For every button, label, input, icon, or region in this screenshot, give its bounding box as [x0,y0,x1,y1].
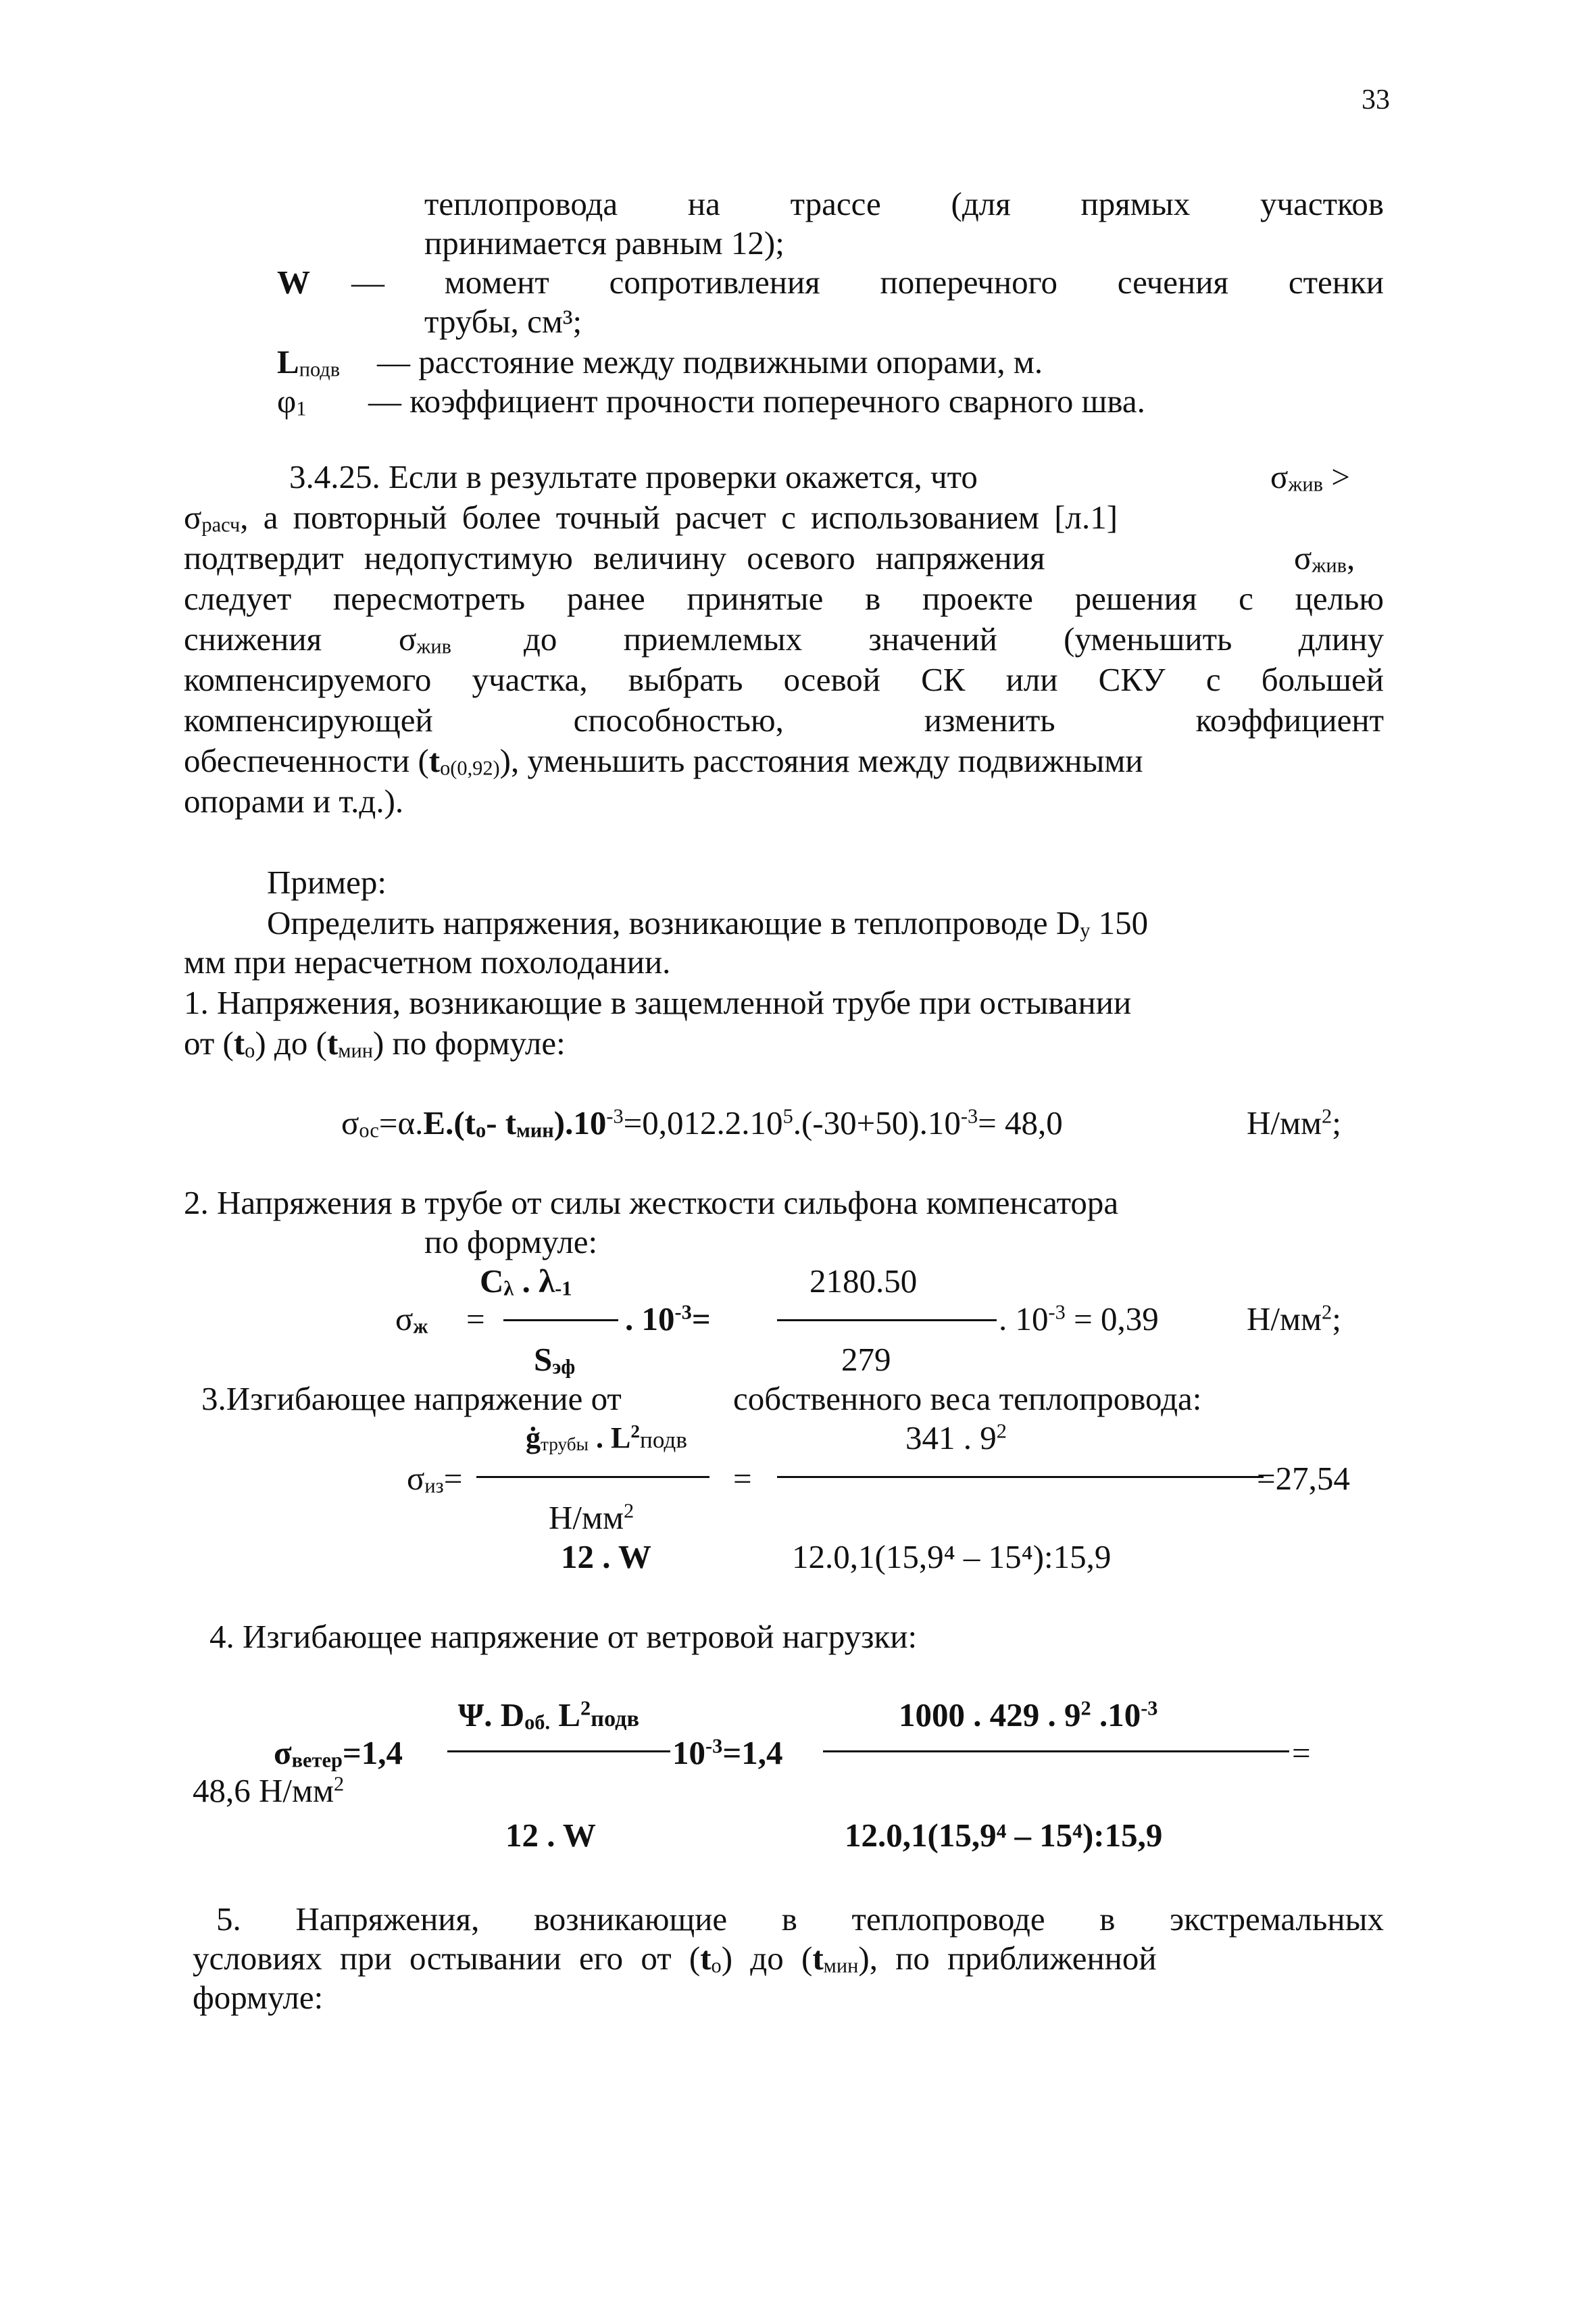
result: 48,6 Н/мм [193,1772,334,1809]
formula-2-numerator-symbols [480,1261,572,1302]
clause-line5-start [184,619,322,660]
c-subscript: λ [503,1277,514,1300]
formula-2-denominator-value: 279 [841,1341,891,1378]
formula-4-equals: = [1292,1734,1311,1771]
step2-line1: 2. Напряжения в трубе от силы жесткости сильфона компенсатора [184,1184,1119,1221]
formula-4-sigma [274,1733,403,1773]
t-symbol: t [428,742,441,779]
clause-line1: 3.4.25. Если в результате проверки окажется, что [289,458,978,495]
lambda: . λ [514,1262,555,1300]
task-text: Определить напряжения, возникающие в теплопроводе D [267,904,1080,941]
formula-1-unit [1247,1103,1341,1143]
clause-line3 [184,538,1045,578]
formula-part: E.(t [423,1104,476,1141]
sigma-symbol: σ [399,620,417,658]
formula-2-unit [1247,1299,1341,1339]
formula-part: =0,012.2.10 [623,1104,783,1141]
formula-3-result: =27,54 [1257,1460,1350,1497]
formula-part: .(-30+50).10 [793,1104,961,1141]
definition-l: — расстояние между подвижными опорами, м. [377,343,1043,380]
unit: Н/мм [549,1499,624,1536]
lambda-subscript: -1 [555,1277,572,1300]
unit-superscript: 2 [624,1499,634,1523]
formula-superscript: -3 [606,1104,624,1128]
sigma-subscript: жив [416,635,452,658]
multiplier-superscript: -3 [674,1300,692,1324]
formula-3-sigma [407,1458,462,1499]
task-diameter: 150 [1090,904,1149,941]
coefficient: =1,4 [342,1734,403,1771]
clause-line6: компенсируемого участка, выбрать осевой СК или СКУ с большей [184,661,1384,698]
formula-4-fraction-line-1 [447,1750,670,1752]
comma: , [1347,539,1355,576]
unit: Н/мм [1247,1104,1322,1141]
sigma-subscript: ветер [291,1748,343,1772]
multiplier: 10 [672,1734,705,1771]
l-symbol: . L [589,1421,631,1454]
clause-line8 [184,741,1143,781]
clause-line4: следует пересмотреть ранее принятые в проекте решения с целью [184,580,1384,617]
clause-line7: компенсирующей способностью, изменить коэффициент [184,701,1384,739]
value: 1000 . 429 . 9 [899,1696,1081,1733]
sigma-symbol: σ [407,1460,425,1497]
d-subscript: об. [524,1710,551,1734]
formula-3-fraction-line-2 [777,1476,1264,1478]
step3-heading-a: 3.Изгибающее напряжение от [201,1380,622,1417]
sigma-subscript: ос [359,1118,379,1142]
sigma-subscript: жив [1312,553,1347,577]
t-subscript: о(0,92) [440,756,500,780]
formula-2-fraction-line-2 [777,1319,997,1321]
t0-subscript: о [711,1954,722,1977]
formula-3-numerator-value [905,1418,1007,1458]
symbol-w: W [277,264,310,301]
text: ) до ( [255,1025,327,1062]
clause-line1-sigma [1270,457,1350,497]
equals: = [443,1460,463,1497]
value-superscript: -3 [1141,1696,1158,1720]
formula-4-fraction-line-2 [823,1750,1289,1752]
step1-line2 [184,1023,566,1064]
text: ), по приближенной [858,1940,1157,1977]
formula-2-sigma [395,1299,428,1339]
formula-4-denominator-right: 12.0,1(15,9⁴ – 15⁴):15,9 [845,1817,1163,1854]
tail: . 10 [999,1300,1049,1337]
clause-line9: опорами и т.д.). [184,783,404,820]
formula-2-tail [999,1299,1159,1339]
clause-line2 [184,497,1384,538]
formula-2-multiplier [625,1299,711,1339]
definition-phi: — коэффициент прочности поперечного сварного шва. [368,383,1145,420]
formula-subscript: о [476,1118,487,1142]
l-subscript: подв [640,1427,687,1453]
value: 341 . 9 [905,1419,997,1456]
formula-result: = 48,0 [978,1104,1063,1141]
step5-line2 [193,1938,1384,1979]
sigma-symbol: σ [341,1104,359,1141]
value-superscript: 2 [1080,1696,1091,1720]
step5-line3: формуле: [193,1979,324,2016]
formula-2-fraction-line-1 [503,1319,618,1321]
symbol-phi [277,381,306,422]
s-subscript: эф [552,1355,576,1379]
multiplier-superscript: -3 [705,1734,723,1758]
clause-line8-start: обеспеченности ( [184,742,429,779]
formula-result: = 0,39 [1065,1300,1159,1337]
clause-line5-sigma [399,619,451,660]
clause-line2-text: , а повторный более точный расчет с использованием [л.1] [240,499,1118,536]
phi-subscript: 1 [296,397,307,420]
sigma-subscript: расч [201,513,241,537]
formula-3-unit [549,1498,634,1538]
tmin-subscript: мин [338,1039,373,1062]
formula-4-middle [672,1733,782,1773]
definition-w-line2: трубы, см³; [424,303,582,340]
clause-line5-word: снижения [184,620,322,658]
sigma-subscript: ж [413,1314,428,1338]
formula-part: - t [486,1104,517,1141]
step4-heading: 4. Изгибающее напряжение от ветровой нагрузки: [209,1618,918,1655]
unit-superscript: 2 [1322,1300,1332,1324]
formula-3-denominator-left: 12 . W [561,1538,651,1575]
l-superscript: 2 [580,1696,591,1720]
psi-d: Ψ. D [458,1696,525,1733]
coefficient: =1,4 [722,1734,783,1771]
semicolon: ; [1332,1300,1341,1337]
c-symbol: C [480,1262,504,1300]
definition-intro-line2: принимается равным 12); [424,224,784,262]
l-subscript: подв [591,1706,639,1731]
formula-superscript: -3 [960,1104,978,1128]
formula-2-denominator-symbol [534,1339,575,1380]
formula-superscript: 5 [782,1104,793,1128]
greater-than: > [1331,458,1350,495]
definition-w-line1: — момент сопротивления поперечного сечения стенки [351,264,1384,301]
sigma-symbol: σ [395,1300,414,1337]
tmin-symbol: t [812,1940,824,1977]
sigma-subscript: из [424,1474,444,1498]
t0-subscript: о [245,1039,255,1062]
value: .10 [1091,1696,1141,1733]
formula-4-result [193,1771,344,1811]
l-superscript: 2 [630,1421,640,1442]
text: от ( [184,1025,234,1062]
g-subscript: трубы [541,1434,589,1455]
s-symbol: S [534,1341,553,1378]
formula-3-denominator-value: 12.0,1(15,9⁴ – 15⁴):15,9 [792,1538,1112,1575]
formula-4-denominator-left: 12 . W [505,1817,596,1854]
equals: = [691,1300,711,1337]
tmin-symbol: t [326,1025,339,1062]
clause-line5-end: до приемлемых значений (уменьшить длину [524,620,1384,658]
clause-line8-end: ), уменьшить расстояния между подвижными [499,742,1143,779]
value-superscript: 2 [996,1419,1007,1443]
sigma-symbol: σ [1270,458,1289,495]
formula-2-numerator-value: 2180.50 [809,1262,918,1300]
symbol-l-podv [277,342,340,383]
step1-line1: 1. Напряжения, возникающие в защемленной трубе при остывании [184,984,1132,1021]
dy-subscript: у [1080,918,1091,942]
formula-part: ).10 [553,1104,607,1141]
formula-3-fraction-line-1 [476,1476,709,1478]
l-symbol: L [277,343,299,380]
clause-line3-text: подтвердит недопустимую величину осевого напряжения [184,539,1045,576]
semicolon: ; [1332,1104,1341,1141]
result-superscript: 2 [334,1772,345,1796]
sigma-symbol: σ [1294,539,1312,576]
step3-heading-b: собственного веса теплопровода: [733,1380,1202,1417]
text: ) по формуле: [373,1025,566,1062]
formula-1 [341,1103,1063,1143]
multiplier: . 10 [625,1300,675,1337]
definition-intro-line1: теплопровода на трассе (для прямых участков [424,185,1384,222]
sigma-symbol: σ [274,1734,292,1771]
formula-4-numerator-left [458,1695,639,1739]
page-number: 33 [1362,84,1390,116]
l-subscript: подв [299,358,341,381]
example-title: Пример: [267,864,386,901]
text: условиях при остывании его от ( [193,1940,701,1977]
unit: Н/мм [1247,1300,1322,1337]
phi-symbol: φ [277,383,297,420]
l-symbol: L [550,1696,581,1733]
unit-superscript: 2 [1322,1104,1332,1128]
tail-superscript: -3 [1048,1300,1066,1324]
clause-line3-sigma [1294,538,1355,578]
text: ) до ( [721,1940,813,1977]
step2-line2: по формуле: [424,1223,598,1260]
g-symbol: ġ [526,1421,541,1454]
t0-symbol: t [700,1940,712,1977]
example-task-line2: мм при нерасчетном похолодании. [184,943,671,981]
formula-2-equals: = [466,1300,485,1337]
formula-3-middle-equals: = [733,1460,752,1497]
step5-line1: 5. Напряжения, возникающие в теплопроводе в экстремальных [216,1900,1384,1938]
formula-3-numerator-symbols [526,1418,687,1460]
sigma-symbol: σ [184,499,202,536]
t0-symbol: t [233,1025,245,1062]
formula-4-numerator-right [899,1695,1158,1736]
tmin-subscript: мин [823,1954,859,1977]
formula-part: =α. [378,1104,424,1141]
example-task-line1 [267,903,1148,943]
formula-subscript: мин [516,1118,554,1142]
sigma-subscript: жив [1288,472,1324,496]
